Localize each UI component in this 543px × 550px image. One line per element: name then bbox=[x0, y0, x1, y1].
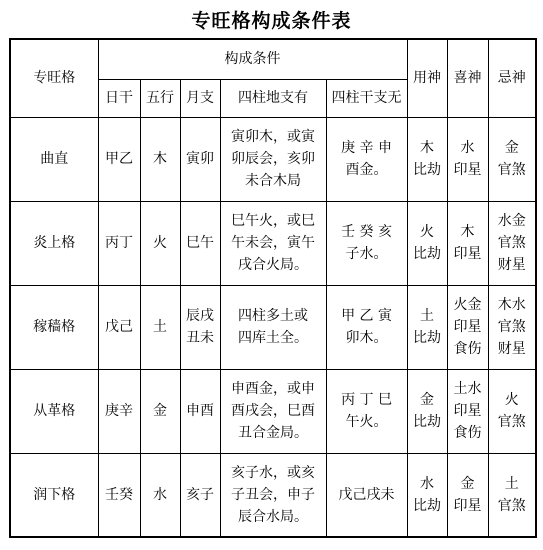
useful-god-text: 水 比劫 bbox=[413, 475, 442, 514]
header-day-stem: 日干 bbox=[98, 79, 140, 117]
cell-stems-none bbox=[326, 201, 407, 285]
cell-branches-have bbox=[220, 285, 326, 369]
cell-joy-god bbox=[447, 117, 488, 201]
month-branch-text: 申酉 bbox=[186, 403, 214, 419]
useful-god-text: 金 比劫 bbox=[413, 392, 442, 430]
cell-useful-god bbox=[407, 453, 447, 537]
cell-pattern: 稼穑格 bbox=[10, 285, 98, 369]
header-pattern: 专旺格 bbox=[10, 39, 98, 117]
header-branches-have: 四柱地支有 bbox=[220, 79, 326, 117]
table-row bbox=[10, 285, 536, 369]
taboo-god-text: 水金 官煞 财星 bbox=[497, 213, 526, 273]
cell-joy-god bbox=[447, 201, 488, 285]
cell-useful-god bbox=[407, 117, 447, 201]
table-row bbox=[10, 369, 536, 453]
branches-have-text: 寅卯木，或寅 卯辰会，亥卯 未合木局 bbox=[231, 129, 315, 189]
cell-taboo-god bbox=[488, 369, 536, 453]
cell-element: 水 bbox=[140, 453, 180, 537]
cell-stems-none bbox=[326, 285, 407, 369]
table-row bbox=[10, 453, 536, 537]
cell-month-branch bbox=[180, 201, 220, 285]
cell-day-stem: 戊己 bbox=[98, 285, 140, 369]
cell-day-stem: 甲乙 bbox=[98, 117, 140, 201]
joy-god-text: 水 印星 bbox=[453, 140, 482, 178]
month-branch-text: 巳午 bbox=[186, 235, 214, 251]
cell-pattern: 炎上格 bbox=[10, 201, 98, 285]
header-element: 五行 bbox=[140, 79, 180, 117]
header-conditions: 构成条件 bbox=[98, 39, 407, 79]
cell-element: 金 bbox=[140, 369, 180, 453]
cell-useful-god bbox=[407, 285, 447, 369]
cell-branches-have bbox=[220, 453, 326, 537]
cell-pattern: 曲直 bbox=[10, 117, 98, 201]
cell-day-stem: 壬癸 bbox=[98, 453, 140, 537]
table-row bbox=[10, 117, 536, 201]
stems-none-text: 丙 丁 巳 午火。 bbox=[341, 392, 392, 430]
cell-month-branch bbox=[180, 453, 220, 537]
header-joy-god: 喜神 bbox=[447, 39, 488, 117]
taboo-god-text: 火 官煞 bbox=[497, 392, 526, 430]
cell-branches-have bbox=[220, 201, 326, 285]
useful-god-text: 火 比劫 bbox=[413, 224, 442, 262]
cell-stems-none bbox=[326, 117, 407, 201]
month-branch-text: 亥子 bbox=[186, 486, 214, 503]
month-branch-text: 辰戌 丑未 bbox=[186, 308, 214, 346]
stems-none-text: 甲 乙 寅 卯木。 bbox=[341, 308, 392, 346]
cell-day-stem: 庚辛 bbox=[98, 369, 140, 453]
taboo-god-text: 土 官煞 bbox=[497, 475, 526, 514]
cell-taboo-god bbox=[488, 285, 536, 369]
cell-useful-god bbox=[407, 369, 447, 453]
cell-month-branch bbox=[180, 285, 220, 369]
cell-joy-god bbox=[447, 285, 488, 369]
joy-god-text: 火金 印星 食伤 bbox=[453, 297, 482, 357]
taboo-god-text: 金 官煞 bbox=[497, 140, 526, 178]
useful-god-text: 土 比劫 bbox=[413, 308, 442, 346]
branches-have-text: 四柱多土或 四库土全。 bbox=[238, 308, 308, 346]
stems-none-text: 戊己戌未 bbox=[338, 486, 395, 503]
joy-god-text: 金 印星 bbox=[453, 475, 482, 514]
stems-none-text: 壬 癸 亥 子水。 bbox=[341, 224, 392, 262]
cell-joy-god bbox=[447, 369, 488, 453]
header-taboo-god: 忌神 bbox=[488, 39, 536, 117]
month-branch-text: 寅卯 bbox=[186, 151, 214, 167]
cell-stems-none bbox=[326, 369, 407, 453]
branches-have-text: 亥子水，或亥 子丑会，申子 辰合水局。 bbox=[231, 464, 315, 525]
header-stems-none: 四柱干支无 bbox=[326, 79, 407, 117]
cell-element: 火 bbox=[140, 201, 180, 285]
cell-branches-have bbox=[220, 117, 326, 201]
cell-taboo-god bbox=[488, 117, 536, 201]
joy-god-text: 土水 印星 食伤 bbox=[453, 381, 482, 441]
cell-month-branch bbox=[180, 369, 220, 453]
branches-have-text: 巳午火，或巳 午未会，寅午 戌合火局。 bbox=[231, 213, 315, 273]
cell-stems-none bbox=[326, 453, 407, 537]
cell-taboo-god bbox=[488, 453, 536, 537]
cell-branches-have bbox=[220, 369, 326, 453]
useful-god-text: 木 比劫 bbox=[413, 140, 442, 178]
conditions-table bbox=[9, 38, 537, 538]
branches-have-text: 申酉金，或申 酉戌会，巳酉 丑合金局。 bbox=[231, 381, 315, 441]
cell-taboo-god bbox=[488, 201, 536, 285]
cell-month-branch bbox=[180, 117, 220, 201]
cell-element: 土 bbox=[140, 285, 180, 369]
cell-pattern: 润下格 bbox=[10, 453, 98, 537]
table-title: 专旺格构成条件表 bbox=[191, 10, 352, 32]
stems-none-text: 庚 辛 申 酉金。 bbox=[341, 140, 392, 178]
header-month-branch: 月支 bbox=[180, 79, 220, 117]
cell-day-stem: 丙丁 bbox=[98, 201, 140, 285]
cell-pattern: 从革格 bbox=[10, 369, 98, 453]
table-row bbox=[10, 201, 536, 285]
joy-god-text: 木 印星 bbox=[453, 224, 482, 262]
cell-joy-god bbox=[447, 453, 488, 537]
cell-element: 木 bbox=[140, 117, 180, 201]
header-useful-god: 用神 bbox=[407, 39, 447, 117]
taboo-god-text: 木水 官煞 财星 bbox=[497, 297, 526, 357]
cell-useful-god bbox=[407, 201, 447, 285]
